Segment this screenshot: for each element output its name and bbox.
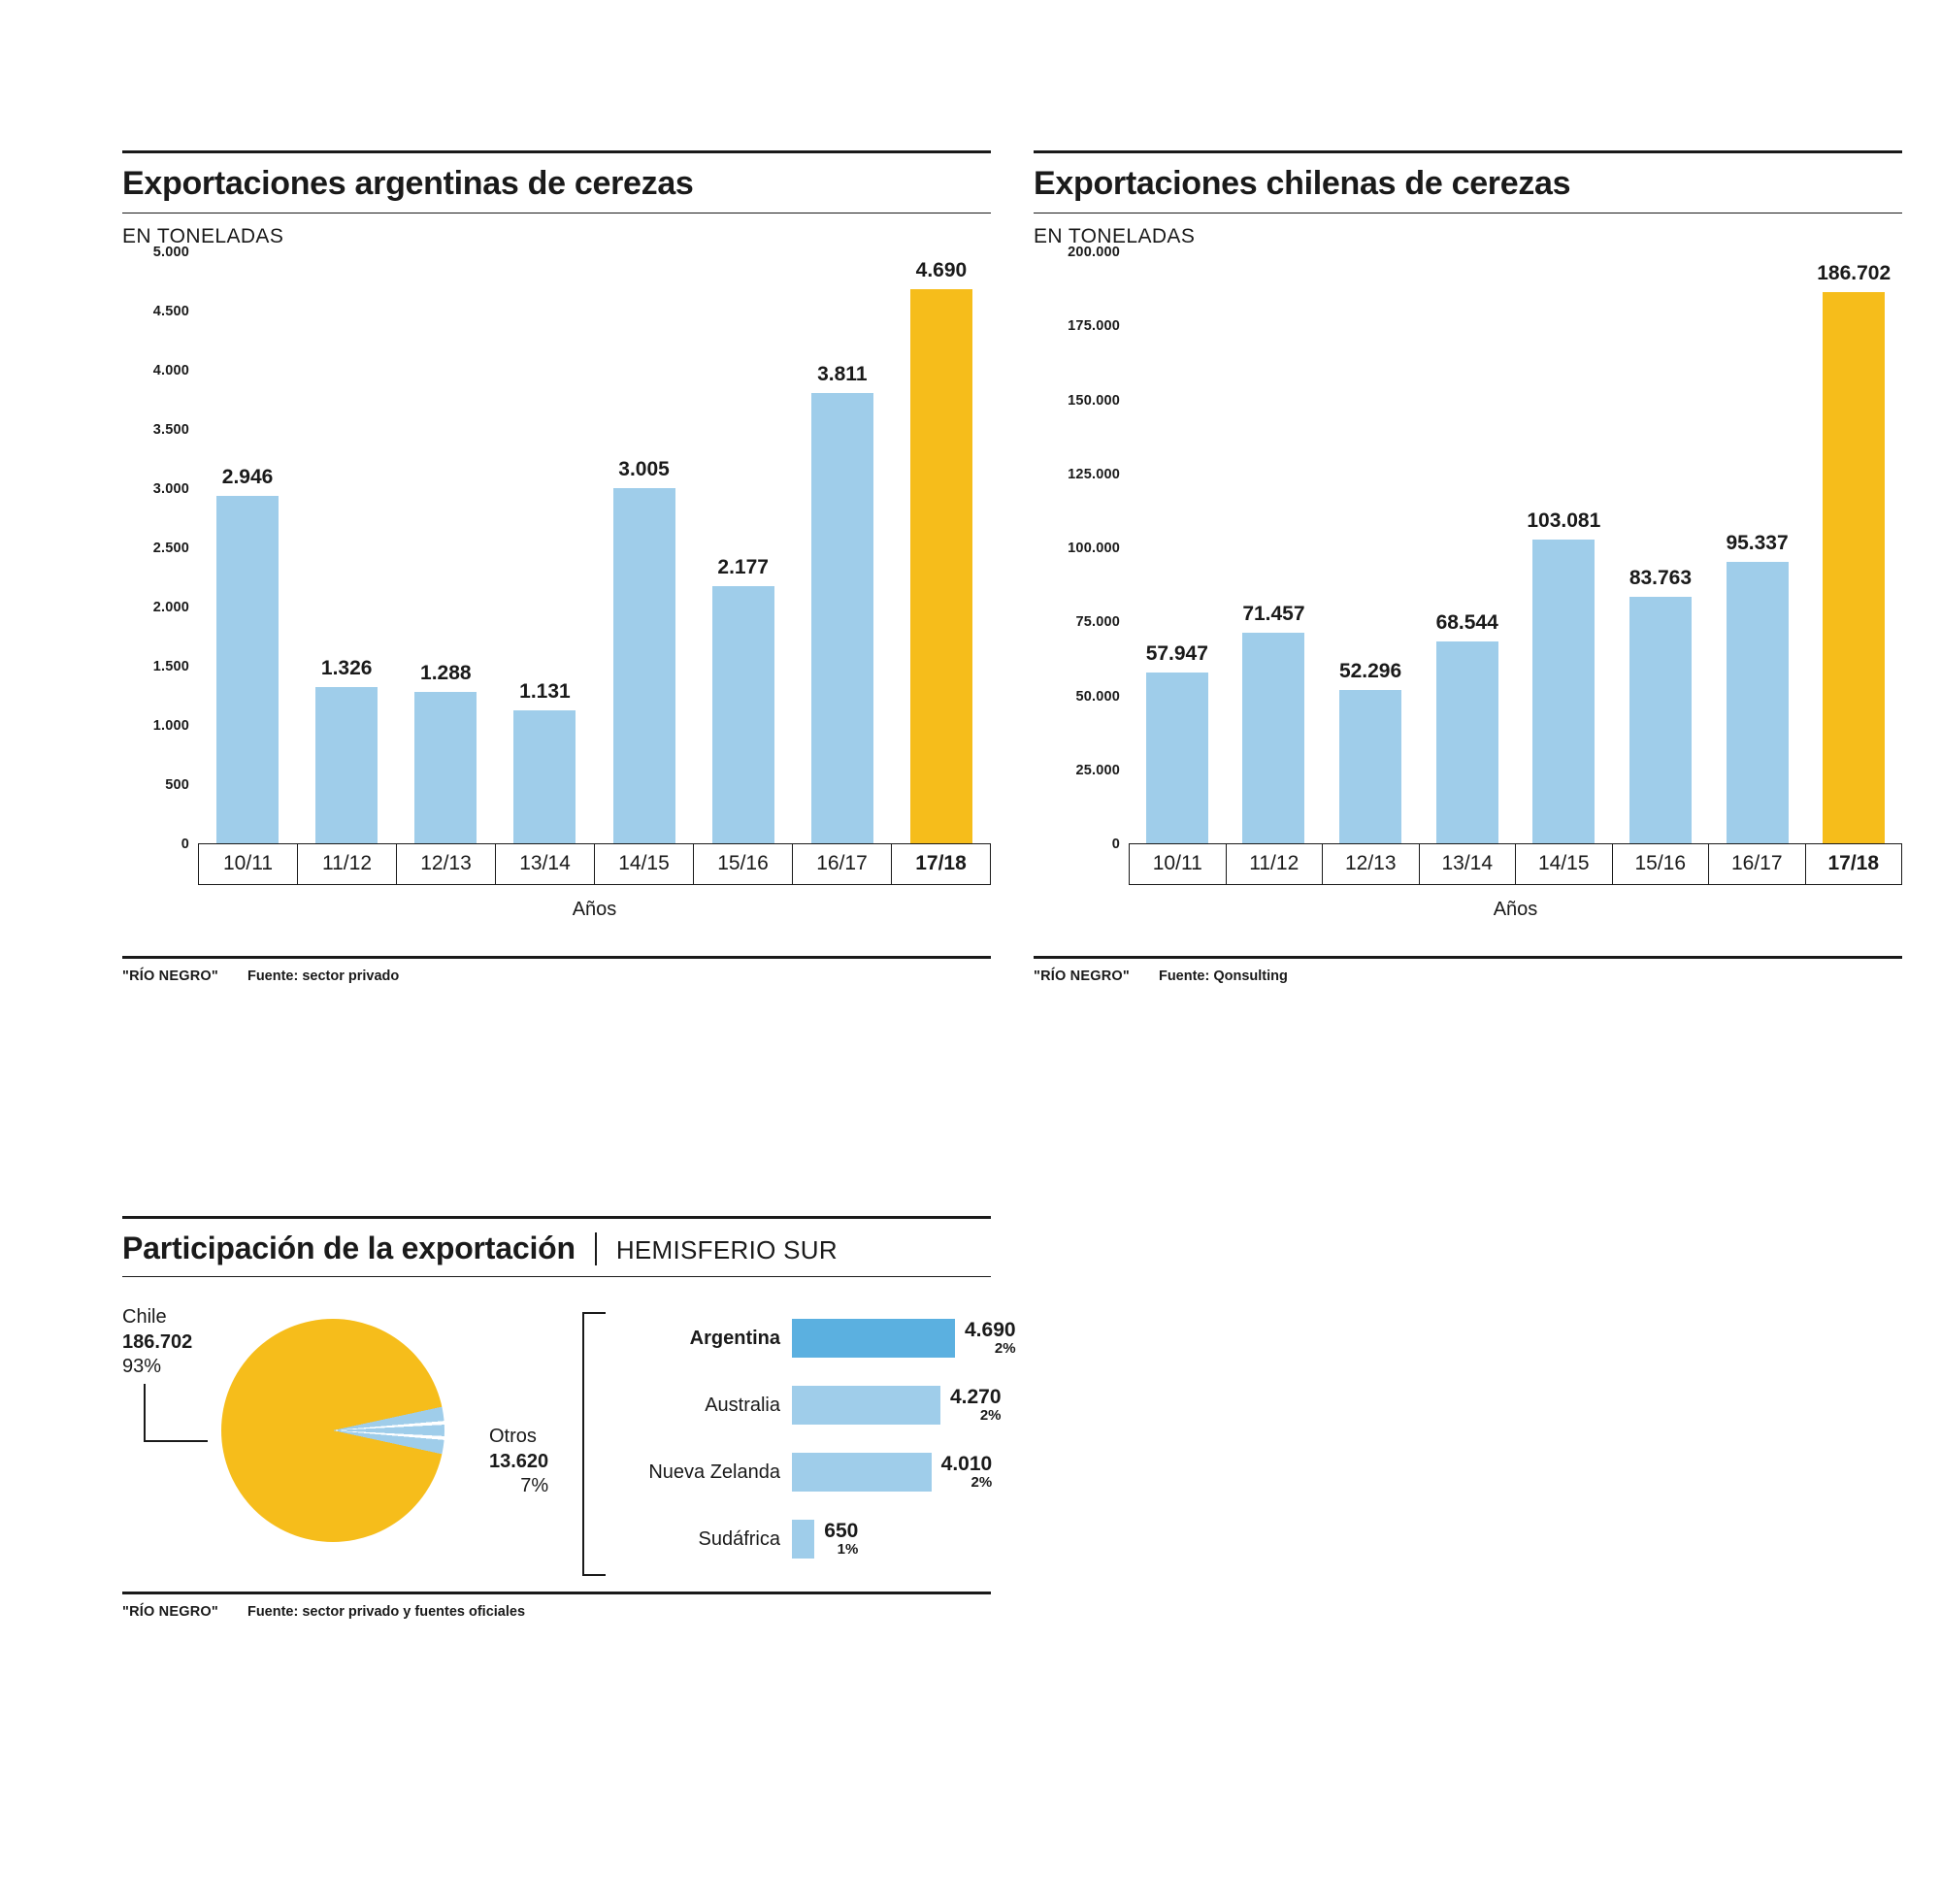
bar-value-label: 2.946 [221,465,274,488]
category-label: 14/15 [1516,844,1613,884]
bars-container [1129,252,1902,844]
hbar-values [824,1520,858,1559]
footer-source: Fuente: sector privado [247,968,400,984]
category-label: 13/14 [496,844,595,884]
bar-slot [495,252,594,844]
hbar-row [604,1511,1016,1567]
pie-label-chile-name: Chile [122,1306,167,1328]
category-label: 10/11 [1129,844,1227,884]
bar-slot [892,252,991,844]
bar-value-label: 95.337 [1726,532,1789,555]
pie-label-otros-value: 13.620 [489,1450,549,1472]
bar [1339,690,1401,845]
bar-value-label: 1.131 [519,680,571,704]
bar-slot [198,252,297,844]
footer-brand: "RÍO NEGRO" [1034,968,1130,984]
bar-value-label: 3.005 [618,458,670,481]
bar-value-label: 4.690 [915,258,968,281]
bar-value-label: 68.544 [1435,610,1498,634]
footer-brand: "RÍO NEGRO" [122,968,218,984]
hbar-value: 4.690 [965,1319,1016,1342]
category-label: 13/14 [1420,844,1517,884]
hbar-value: 4.270 [949,1386,1002,1409]
category-label: 17/18 [1806,844,1903,884]
hbar-value: 650 [824,1520,859,1543]
bar-slot [694,252,793,844]
hbar-row [604,1444,1016,1500]
y-axis-tick: 2.000 [152,600,189,615]
hbar-percent: 1% [837,1541,859,1559]
hbar [792,1386,940,1425]
panel-exportaciones-chilenas [1034,150,1902,984]
y-axis-tick: 1.000 [152,718,189,734]
bar-slot [396,252,495,844]
hbar-percent: 2% [994,1340,1016,1358]
y-axis-tick: 150.000 [1068,392,1120,409]
hbar-row [604,1310,1016,1366]
leader-line-chile-v [144,1384,146,1442]
participacion-body [122,1277,1016,1586]
bar-value-label: 3.811 [817,363,868,386]
y-axis-tick: 3.000 [152,481,189,497]
panel-footer [122,1594,991,1620]
category-row [198,844,991,885]
footer-brand: "RÍO NEGRO" [122,1604,218,1620]
category-label: 15/16 [1613,844,1710,884]
bar-slot [1419,252,1516,844]
bar-slot [297,252,396,844]
panel-participacion-exportacion [122,1216,1016,1620]
bar-value-label: 83.763 [1628,566,1693,589]
bar [1823,292,1885,844]
bar [1146,673,1208,844]
hbar-label: Sudáfrica [698,1527,780,1550]
pie-label-chile-value: 186.702 [122,1330,193,1353]
y-axis-tick: 125.000 [1068,466,1120,482]
bar [315,687,378,844]
y-axis-tick: 0 [1111,837,1120,852]
hbar [792,1453,932,1492]
hbar-label: Argentina [689,1327,780,1349]
chart-chile [1068,245,1902,852]
y-axis-tick: 0 [181,837,189,852]
bar-slot [1709,252,1806,844]
hbar [792,1520,814,1559]
panel-title: Participación de la exportación [122,1231,576,1265]
bar-slot [1516,252,1613,844]
bar-slot [1322,252,1419,844]
bar-slot [595,252,694,844]
bar-value-label: 71.457 [1242,603,1305,626]
y-axis-tick: 175.000 [1068,318,1120,335]
footer-source: Fuente: sector privado y fuentes oficiales [247,1604,526,1620]
hbar-values [941,1453,993,1492]
hbar-row [604,1377,1016,1433]
bar-value-label: 186.702 [1817,261,1892,284]
bar-value-label: 1.326 [320,657,373,680]
pie-label-chile [122,1305,192,1380]
bar-value-label: 2.177 [717,556,769,579]
chart-argentina [152,245,991,852]
bar [216,496,279,844]
pie-label-otros-pct: 7% [520,1475,549,1497]
hbar-percent: 2% [979,1407,1002,1425]
hbar-label: Nueva Zelanda [648,1461,780,1483]
leader-line-chile-h [144,1440,208,1442]
panel-header [122,1219,991,1276]
hbar [792,1319,955,1358]
category-label: 16/17 [1709,844,1806,884]
category-label: 16/17 [793,844,892,884]
bracket [582,1312,606,1576]
hbar-list [604,1310,1016,1578]
bar [1436,641,1498,844]
y-axis-tick: 200.000 [1068,245,1120,260]
y-axis-tick: 2.500 [152,541,189,556]
panel-subtitle: EN TONELADAS [122,225,284,247]
y-axis-tick: 500 [165,777,189,793]
pie-label-otros [489,1425,548,1499]
x-axis-title: Años [1493,899,1538,920]
bar [1242,633,1304,844]
bar-value-label: 57.947 [1145,642,1208,666]
y-axis-tick: 3.500 [152,422,189,438]
bar [910,289,972,844]
bar-value-label: 52.296 [1338,659,1402,682]
header-divider [595,1232,597,1265]
category-label: 10/11 [198,844,298,884]
y-axis-tick: 75.000 [1075,614,1120,631]
x-axis-title: Años [572,899,617,920]
hbar-value: 4.010 [940,1453,993,1476]
hbar-values [965,1319,1016,1358]
category-label: 12/13 [397,844,496,884]
bar-slot [1226,252,1323,844]
bar [712,586,774,844]
y-axis-tick: 5.000 [152,245,189,260]
bar-slot [793,252,892,844]
bar [1532,540,1595,844]
panel-subtitle: HEMISFERIO SUR [615,1235,838,1264]
category-label: 11/12 [1227,844,1324,884]
y-axis-tick: 25.000 [1075,762,1120,778]
panel-footer [1034,959,1902,984]
category-label: 15/16 [694,844,793,884]
bar-slot [1805,252,1902,844]
y-axis-tick: 100.000 [1068,541,1120,556]
pie-label-chile-pct: 93% [122,1356,162,1378]
bar [1629,597,1692,844]
hbar-percent: 2% [970,1474,993,1492]
bar [613,488,675,844]
y-axis-tick: 4.000 [152,363,189,378]
bars-container [198,252,991,844]
bar-value-label: 1.288 [420,661,472,684]
bar-value-label: 103.081 [1527,509,1601,532]
bar [811,393,873,844]
bar-slot [1612,252,1709,844]
bar-slot [1129,252,1226,844]
panel-exportaciones-argentinas [122,150,991,984]
y-axis-tick: 4.500 [152,304,189,319]
y-axis-tick: 1.500 [152,659,189,674]
hbar-values [950,1386,1002,1425]
category-label: 17/18 [892,844,991,884]
panel-footer [122,959,991,984]
category-row [1129,844,1902,885]
footer-source: Fuente: Qonsulting [1158,968,1288,984]
panel-subtitle: EN TONELADAS [1034,225,1196,247]
bar [513,710,576,844]
panel-title: Exportaciones argentinas de cerezas [122,165,694,202]
category-label: 11/12 [298,844,397,884]
y-axis-tick: 50.000 [1075,688,1120,705]
bar [414,692,477,844]
pie-label-otros-name: Otros [489,1426,537,1447]
category-label: 12/13 [1323,844,1420,884]
bar [1727,562,1789,844]
panel-title: Exportaciones chilenas de cerezas [1034,165,1571,202]
pie-chart [221,1319,444,1542]
hbar-label: Australia [705,1394,780,1416]
category-label: 14/15 [595,844,694,884]
